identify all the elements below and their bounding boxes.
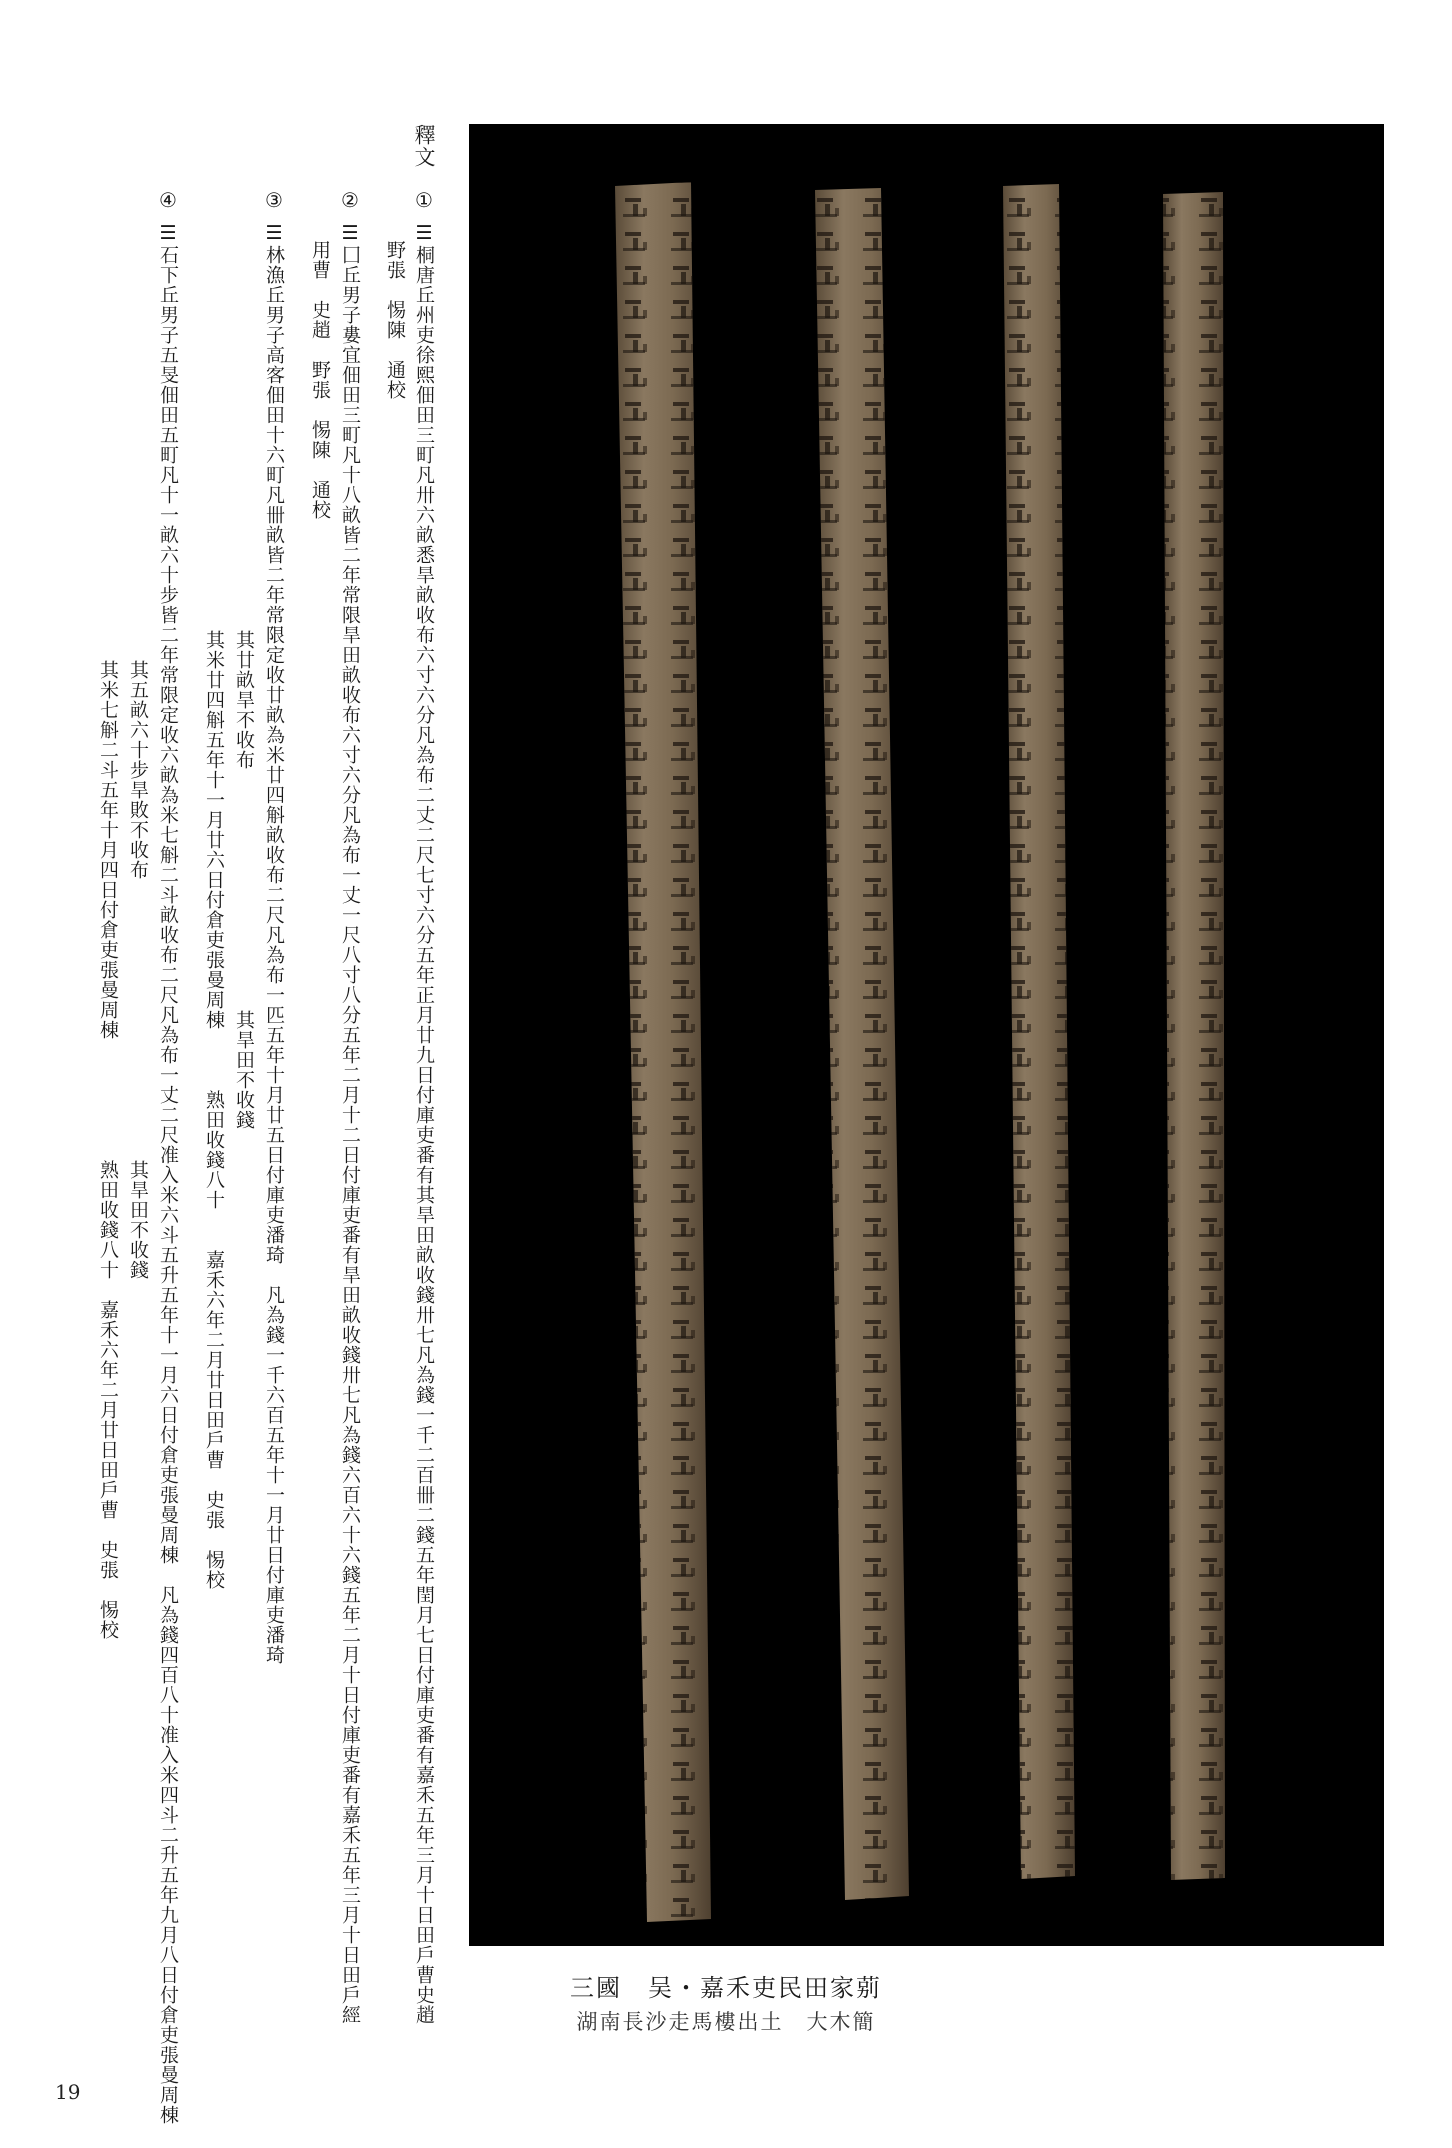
entry-1-number: ①	[412, 188, 436, 212]
entry-4-line-3: 其米七斛二斗五年十月四日付倉吏張曼周棟 熟田收錢八十 嘉禾六年二月廿日田戶曹 史張 惕校	[97, 660, 119, 1640]
entry-2-number: ②	[338, 188, 362, 212]
entry-1-line-1: ☰桐唐丘州吏徐熙佃田三町凡卅六畝悉旱畝收布六寸六分凡為布二丈二尺七寸六分五年正月廿九日付庫吏番有其旱田畝收錢卅七凡為錢一千二百卌二錢五年閏月七日付庫吏番有嘉禾五年三月十日田戶曹史趙	[413, 222, 435, 2025]
entry-4-line-2: 其五畝六十步旱敗不收布 其旱田不收錢	[127, 660, 149, 1280]
entry-3-number: ③	[262, 188, 286, 212]
entry-3-line-3: 其米廿四斛五年十一月廿六日付倉吏張曼周棟 熟田收錢八十 嘉禾六年二月廿日田戶曹 史張 惕校	[203, 630, 225, 1590]
entry-4-number: ④	[156, 188, 180, 212]
entry-3-line-1: ☰林漁丘男子高客佃田十六町凡卌畝皆二年常限定收廿畝為米廿四斛畝收布二尺凡為布一匹五年十月廿五日付庫吏潘琦 凡為錢一千六百五年十一月廿日付庫吏潘琦	[263, 222, 285, 1665]
caption-subtitle: 湖南長沙走馬樓出土 大木簡	[576, 2010, 876, 2034]
entry-3-line-2: 其廿畝旱不收布 其旱田不收錢	[233, 630, 255, 1130]
slip-3	[1003, 184, 1075, 1879]
section-label: 釋文	[412, 124, 436, 168]
entry-2-line-1: ☰囗丘男子婁宜佃田三町凡十八畝皆二年常限旱田畝收布六寸六分凡為布一丈一尺八寸八分五年二月十二日付庫吏番有旱田畝收錢卅七凡為錢六百六十六錢五年二月十日付庫吏番有嘉禾五年三月十日田戶經	[339, 222, 361, 2025]
wooden-slips-photo	[469, 124, 1384, 1946]
slip-4	[1163, 192, 1225, 1880]
entry-2-line-2: 用曹 史趙 野張 惕陳 通校	[309, 240, 331, 520]
page-number: 19	[55, 2080, 81, 2104]
entry-1-line-2: 野張 惕陳 通校	[384, 240, 406, 400]
caption-title: 三國 吴・嘉禾吏民田家莂	[570, 1974, 882, 2002]
entry-4-line-1: ☰石下丘男子五旻佃田五町凡十一畝六十步皆二年常限定收六畝為米七斛二斗畝收布二尺凡為布一丈二尺准入米六斗五升五年十一月六日付倉吏張曼周棟 凡為錢四百八十准入米四斗二升五年九月八日付倉吏張曼周棟	[157, 222, 179, 2125]
slip-1	[615, 182, 711, 1922]
slip-2	[815, 188, 909, 1900]
